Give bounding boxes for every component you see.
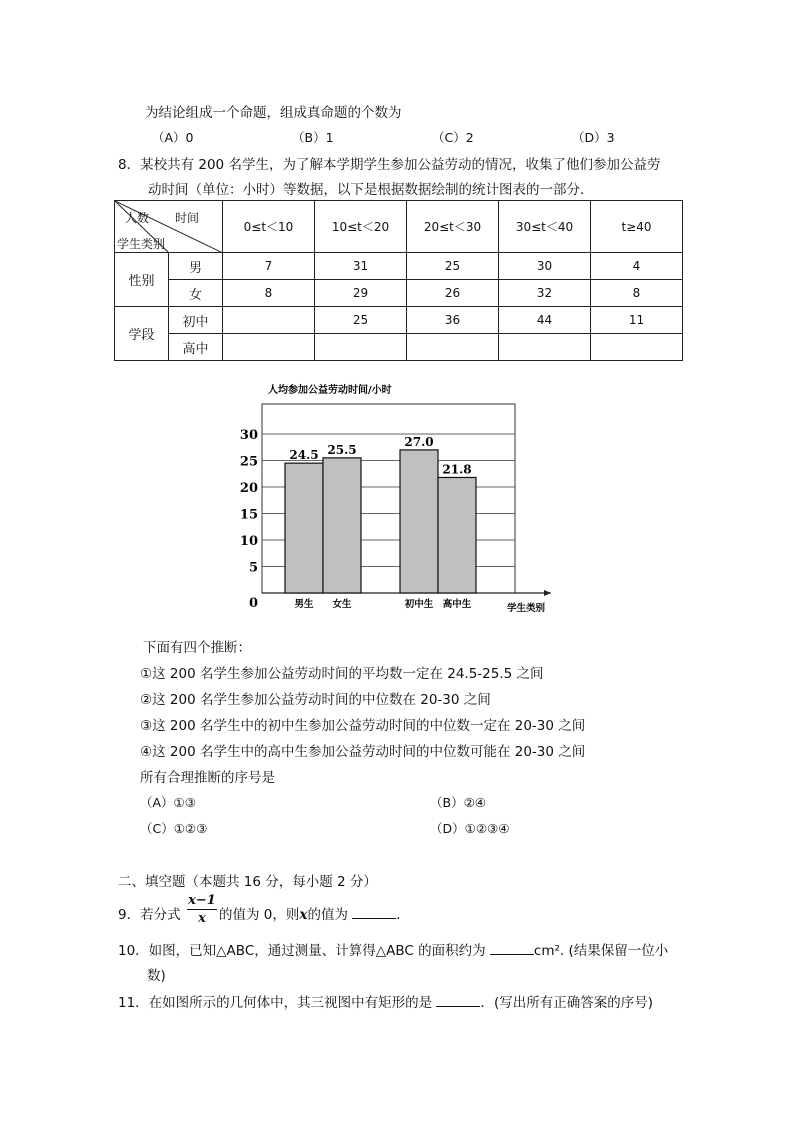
q9-suffix: 的值为 [307,907,348,923]
table-cell [315,334,407,361]
corner-label-category: 学生类别 [117,237,166,251]
corner-label-people: 人数 [125,211,150,225]
corner-label-time: 时间 [175,211,200,225]
q9-rest [219,903,410,923]
row-label: 初中 [169,307,223,334]
group-label-stage: 学段 [115,307,169,361]
bar-value-label: 21.8 [442,462,472,477]
q9-variable: x [299,907,308,923]
table-cell: 7 [223,253,315,280]
q9-end: ． [396,907,410,923]
q11-text-b: ．(写出所有正确答案的序号) [480,995,654,1011]
x-tick-label: 高中生 [442,599,472,610]
q11-line [118,991,653,1011]
table-cell: 26 [407,280,499,307]
time-header: t≥40 [591,201,683,253]
time-header: 10≤t＜20 [315,201,407,253]
time-header: 0≤t＜10 [223,201,315,253]
q10-text-a: 10．如图，已知△ABC，通过测量、计算得△ABC 的面积约为 [118,943,486,959]
q8-stem-line2: 动时间（单位：小时）等数据，以下是根据数据绘制的统计图表的一部分． [148,182,594,198]
row-label: 高中 [169,334,223,361]
y-tick-label: 15 [240,507,258,523]
table-cell [223,307,315,334]
x-tick-label: 女生 [332,599,352,610]
chart-title: 人均参加公益劳动时间/小时 [268,385,392,396]
bar [438,477,476,593]
q8-option-d: （D）①②③④ [430,821,510,836]
q7-option-a: （A）0 [152,130,194,145]
bar-value-label: 25.5 [327,442,357,457]
q7-option-b: （B）1 [292,130,334,145]
x-axis-arrow-icon [544,590,551,596]
stats-table [114,200,683,361]
q8-option-a: （A）①③ [140,795,196,810]
bar [285,463,323,593]
table-corner-cell [115,201,223,253]
table-cell [499,334,591,361]
q8-question: 所有合理推断的序号是 [140,770,275,786]
table-cell [407,334,499,361]
y-tick-label: 20 [240,481,258,496]
table-cell: 36 [407,307,499,334]
q9-fraction-numerator: x−1 [188,893,216,908]
inference-2: ②这 200 名学生参加公益劳动时间的中位数在 20-30 之间 [140,692,491,708]
q10-line2: 数) [147,968,166,984]
section2-heading: 二、填空题（本题共 16 分，每小题 2 分） [118,874,377,890]
q9-mid: 的值为 0，则 [219,907,300,923]
group-label-gender: 性别 [115,253,169,307]
bar-value-label: 24.5 [289,448,319,463]
y-tick-label: 30 [240,428,258,443]
table-cell: 30 [499,253,591,280]
y-tick-label: 25 [240,454,258,470]
y-tick-label: 0 [248,596,258,611]
y-tick-label: 5 [248,560,258,576]
inference-3: ③这 200 名学生中的初中生参加公益劳动时间的中位数一定在 20-30 之间 [140,718,586,734]
bar-chart [240,370,560,618]
q8-stem-line1: 8．某校共有 200 名学生，为了解本学期学生参加公益劳动的情况，收集了他们参加公益劳 [118,157,661,173]
table-cell: 29 [315,280,407,307]
time-header: 20≤t＜30 [407,201,499,253]
table-cell: 31 [315,253,407,280]
table-cell: 25 [407,253,499,280]
q11-answer-blank [436,994,480,1007]
q7-text: 为结论组成一个命题，组成真命题的个数为 [145,105,402,121]
q10-answer-blank [490,942,534,955]
table-cell: 25 [315,307,407,334]
q9-fraction-denominator: x [198,911,206,926]
inference-4: ④这 200 名学生中的高中生参加公益劳动时间的中位数可能在 20-30 之间 [140,744,586,760]
q10-text-b: cm². (结果保留一位小 [533,943,669,959]
table-cell: 4 [591,253,683,280]
q9-prefix: 9．若分式 [118,907,181,923]
q11-text-a: 11．在如图所示的几何体中，其三视图中有矩形的是 [118,995,433,1011]
q7-option-c: （C）2 [432,130,474,145]
table-cell [591,334,683,361]
q9-answer-blank [352,906,396,919]
table-cell [223,334,315,361]
table-cell: 44 [499,307,591,334]
inferences-intro: 下面有四个推断： [143,640,251,656]
time-header: 30≤t＜40 [499,201,591,253]
inference-1: ①这 200 名学生参加公益劳动时间的平均数一定在 24.5-25.5 之间 [140,666,544,682]
table-cell: 8 [223,280,315,307]
x-tick-label: 初中生 [404,599,434,610]
bar-value-label: 27.0 [404,434,434,449]
y-tick-label: 10 [240,534,258,549]
table-cell: 32 [499,280,591,307]
x-tick-label: 男生 [294,599,314,610]
x-axis-label: 学生类别 [506,603,546,614]
q10-line1 [118,939,668,959]
table-cell: 11 [591,307,683,334]
table-cell: 8 [591,280,683,307]
bar [400,450,438,593]
bar [323,458,361,593]
row-label: 女 [169,280,223,307]
row-label: 男 [169,253,223,280]
q8-option-b: （B）②④ [430,795,486,810]
q9-fraction [187,893,217,926]
q8-option-c: （C）①②③ [140,821,208,836]
q7-option-d: （D）3 [572,130,615,145]
